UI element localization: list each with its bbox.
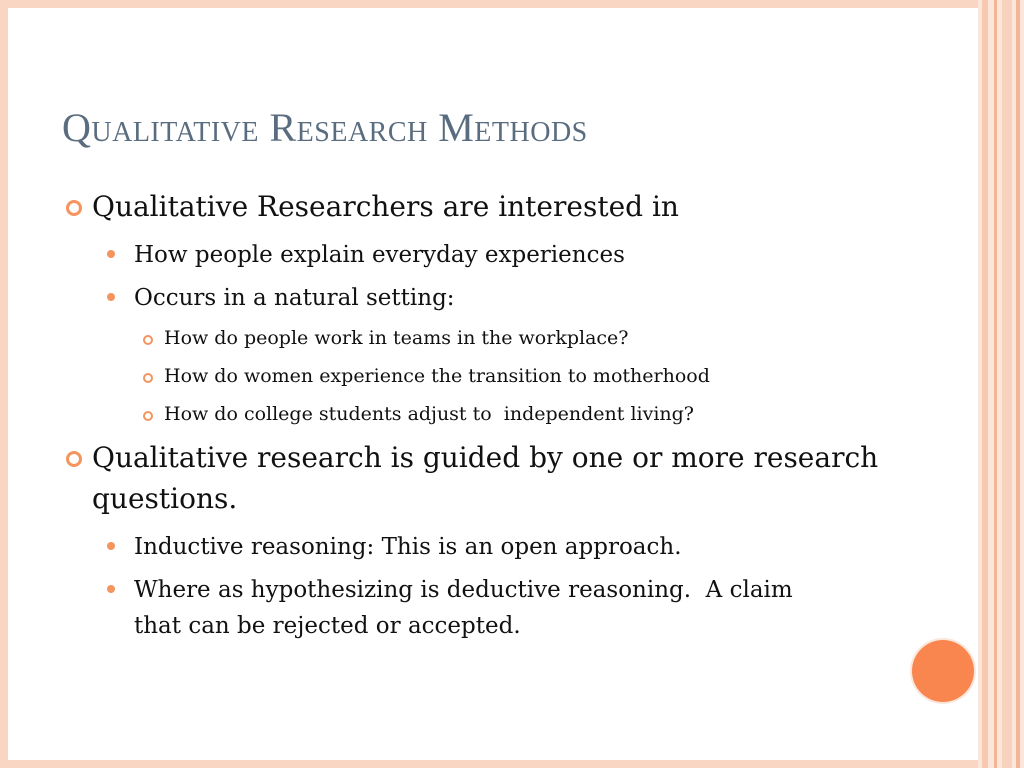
bullet-text: How people explain everyday experiences: [134, 242, 625, 268]
dot-bullet-icon: [107, 542, 115, 550]
slide-title: Qualitative Research Methods: [62, 105, 588, 150]
slide-body: [62, 186, 902, 651]
bullet-text: Inductive reasoning: This is an open approach.: [134, 534, 682, 560]
list-item: [62, 529, 902, 565]
list-item: [62, 361, 902, 391]
bullet-text: How do college students adjust to independent living?: [164, 403, 694, 425]
list-item: [62, 437, 902, 519]
list-item: [62, 237, 902, 273]
ring-bullet-icon: [66, 200, 82, 216]
list-item: [62, 323, 902, 353]
bullet-text: Qualitative research is guided by one or more research questions.: [92, 441, 879, 515]
bullet-text: Where as hypothesizing is deductive reasoning. A claim that can be rejected or accepted.: [134, 577, 801, 639]
dot-bullet-icon: [107, 250, 115, 258]
bullet-text: Qualitative Researchers are interested in: [92, 190, 679, 223]
ring-bullet-icon: [66, 451, 82, 467]
stripe: [994, 0, 997, 768]
list-item: [62, 186, 902, 227]
list-item: [62, 572, 834, 644]
left-border: [0, 0, 8, 768]
bullet-text: How do women experience the transition to motherhood: [164, 365, 710, 387]
ring-bullet-icon: [143, 335, 153, 345]
ring-bullet-icon: [143, 411, 153, 421]
stripe: [1002, 0, 1012, 768]
dot-bullet-icon: [107, 585, 115, 593]
bottom-border: [0, 760, 1024, 768]
ring-bullet-icon: [143, 373, 153, 383]
decorative-circle-icon: [912, 640, 974, 702]
top-border: [0, 0, 1024, 8]
bullet-text: Occurs in a natural setting:: [134, 285, 455, 311]
list-item: [62, 280, 902, 316]
bullet-text: How do people work in teams in the workplace?: [164, 327, 629, 349]
stripe: [1016, 0, 1020, 768]
dot-bullet-icon: [107, 293, 115, 301]
stripe: [982, 0, 988, 768]
list-item: [62, 399, 902, 429]
